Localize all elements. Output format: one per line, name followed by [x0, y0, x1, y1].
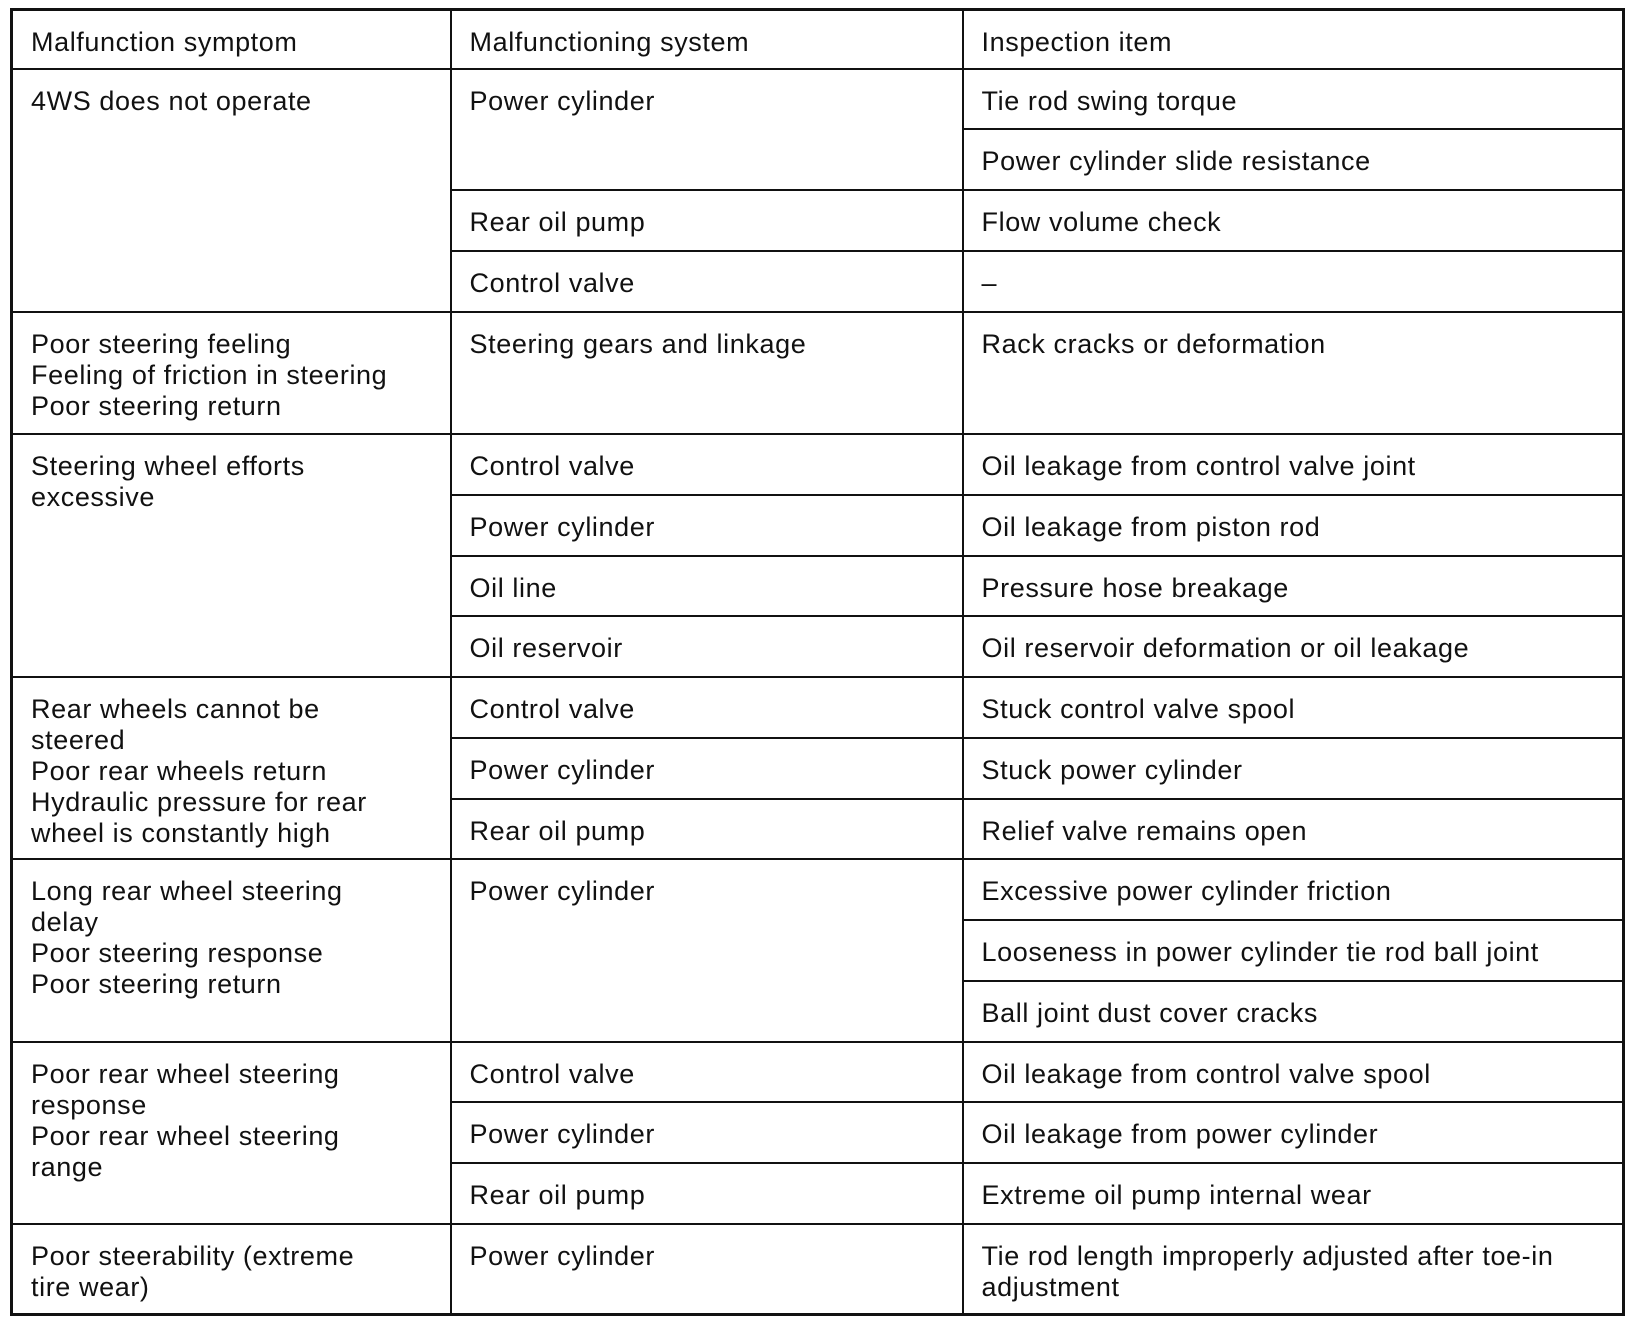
- header-row: [12, 10, 1624, 69]
- header-inspection-item: Inspection item: [963, 10, 1624, 69]
- table-row: [12, 1042, 1624, 1103]
- inspection-cell: Relief valve remains open: [963, 799, 1624, 860]
- inspection-cell: Oil leakage from piston rod: [963, 495, 1624, 556]
- inspection-cell: Rack cracks or deformation: [963, 312, 1624, 435]
- system-cell: Oil line: [451, 556, 963, 617]
- symptom-cell: Poor steering feeling Feeling of friction in steering Poor steering return: [12, 312, 451, 435]
- system-cell: Steering gears and linkage: [451, 312, 963, 435]
- inspection-cell: Extreme oil pump internal wear: [963, 1163, 1624, 1224]
- inspection-cell: Pressure hose breakage: [963, 556, 1624, 617]
- system-cell: Rear oil pump: [451, 799, 963, 860]
- table-row: [12, 1224, 1624, 1315]
- system-cell: Control valve: [451, 677, 963, 738]
- system-cell: Control valve: [451, 1042, 963, 1103]
- inspection-cell: Flow volume check: [963, 190, 1624, 251]
- table-row: [12, 859, 1624, 920]
- inspection-cell: Stuck control valve spool: [963, 677, 1624, 738]
- inspection-cell: Oil leakage from power cylinder: [963, 1102, 1624, 1163]
- symptom-cell: Long rear wheel steering delay Poor steering response Poor steering return: [12, 859, 451, 1041]
- symptom-cell: 4WS does not operate: [12, 69, 451, 312]
- inspection-cell: Excessive power cylinder friction: [963, 859, 1624, 920]
- system-cell: Control valve: [451, 434, 963, 495]
- inspection-cell: Oil leakage from control valve spool: [963, 1042, 1624, 1103]
- table-row: [12, 312, 1624, 435]
- header-malfunction-symptom: Malfunction symptom: [12, 10, 451, 69]
- inspection-cell: Oil leakage from control valve joint: [963, 434, 1624, 495]
- inspection-cell: Power cylinder slide resistance: [963, 129, 1624, 190]
- system-cell: Power cylinder: [451, 738, 963, 799]
- symptom-cell: Rear wheels cannot be steered Poor rear wheels return Hydraulic pressure for rear wheel is constantly high: [12, 677, 451, 859]
- system-cell: Rear oil pump: [451, 190, 963, 251]
- inspection-cell: Oil reservoir deformation or oil leakage: [963, 616, 1624, 677]
- table-row: [12, 677, 1624, 738]
- header-malfunctioning-system: Malfunctioning system: [451, 10, 963, 69]
- diagnosis-table: [10, 8, 1625, 1316]
- system-cell: Rear oil pump: [451, 1163, 963, 1224]
- inspection-cell: –: [963, 251, 1624, 312]
- inspection-cell: Stuck power cylinder: [963, 738, 1624, 799]
- symptom-cell: Poor steerability (extreme tire wear): [12, 1224, 451, 1315]
- table-row: [12, 434, 1624, 495]
- table-row: [12, 69, 1624, 130]
- system-cell: Power cylinder: [451, 1102, 963, 1163]
- symptom-cell: Steering wheel efforts excessive: [12, 434, 451, 677]
- inspection-cell: Ball joint dust cover cracks: [963, 981, 1624, 1042]
- inspection-cell: Looseness in power cylinder tie rod ball joint: [963, 920, 1624, 981]
- inspection-cell: Tie rod length improperly adjusted after toe-in adjustment: [963, 1224, 1624, 1315]
- symptom-cell: Poor rear wheel steering response Poor rear wheel steering range: [12, 1042, 451, 1224]
- system-cell: Oil reservoir: [451, 616, 963, 677]
- system-cell: Power cylinder: [451, 1224, 963, 1315]
- system-cell: Control valve: [451, 251, 963, 312]
- system-cell: Power cylinder: [451, 859, 963, 1041]
- inspection-cell: Tie rod swing torque: [963, 69, 1624, 130]
- system-cell: Power cylinder: [451, 69, 963, 191]
- system-cell: Power cylinder: [451, 495, 963, 556]
